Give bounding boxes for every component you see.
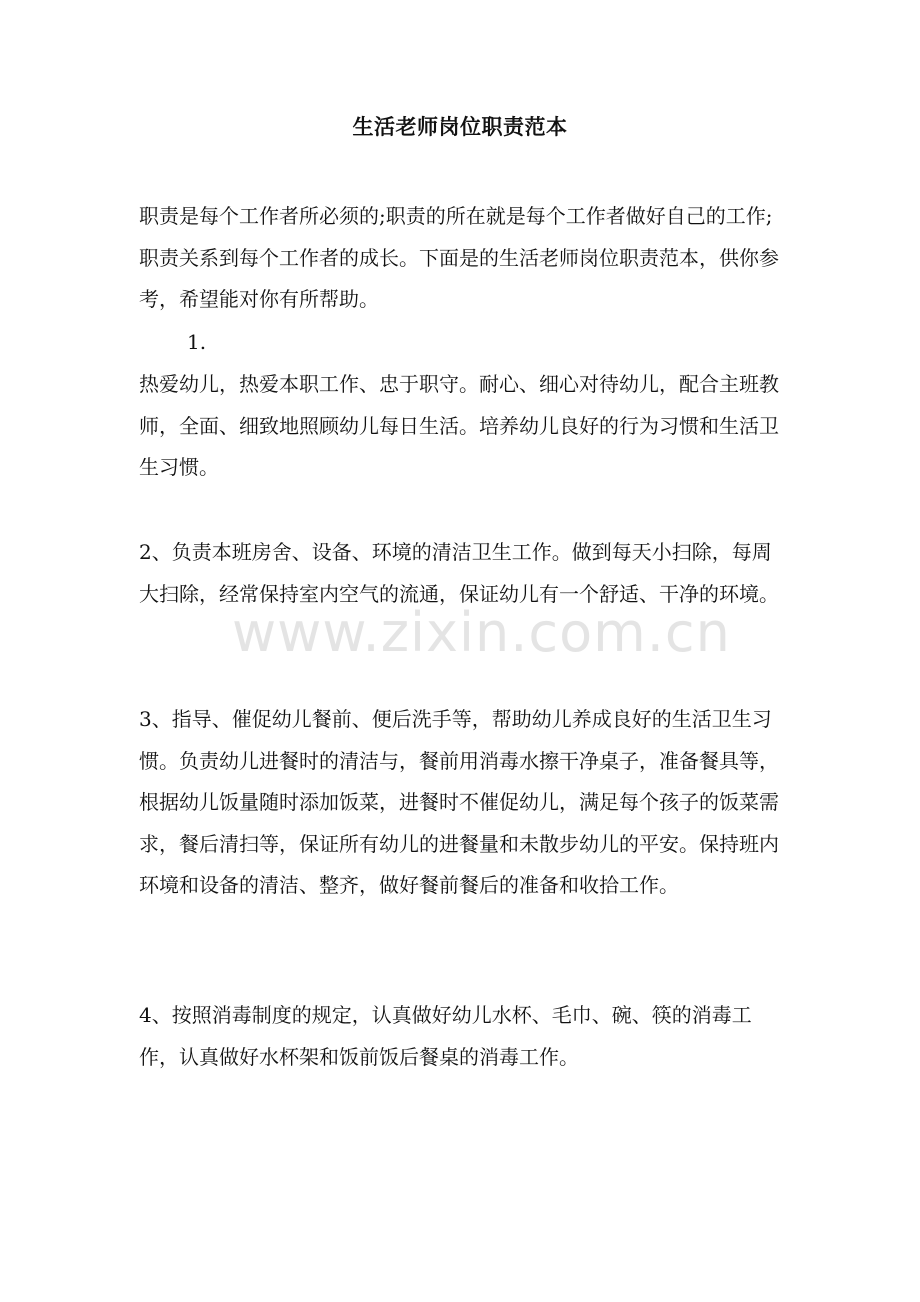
item-3-paragraph: 3、指导、催促幼儿餐前、便后洗手等，帮助幼儿养成良好的生活卫生习惯。负责幼儿进餐时的清洁与，餐前用消毒水擦干净桌子，准备餐具等，根据幼儿饭量随时添加饭菜，进餐时不催促幼儿，满足每个孩子的饭菜需求，餐后清扫等，保证所有幼儿的进餐量和未散步幼儿的平安。保持班内环境和设备的清洁、整齐，做好餐前餐后的准备和收拾工作。 — [139, 707, 779, 897]
item-2-paragraph: 2、负责本班房舍、设备、环境的清洁卫生工作。做到每天小扫除，每周大扫除，经常保持室内空气的流通，保证幼儿有一个舒适、干净的环境。 — [139, 540, 779, 606]
item-1-paragraph: 热爱幼儿，热爱本职工作、忠于职守。耐心、细心对待幼儿，配合主班教师，全面、细致地照顾幼儿每日生活。培养幼儿良好的行为习惯和生活卫生习惯。 — [139, 372, 779, 479]
watermark: www.zixin.com.cn — [232, 601, 731, 664]
document-title: 生活老师岗位职责范本 — [352, 114, 568, 139]
intro-paragraph: 职责是每个工作者所必须的;职责的所在就是每个工作者做好自己的工作;职责关系到每个工作者的成长。下面是的生活老师岗位职责范本，供你参考，希望能对你有所帮助。 — [139, 204, 779, 311]
item-4-paragraph: 4、按照消毒制度的规定，认真做好幼儿水杯、毛巾、碗、筷的消毒工作，认真做好水杯架和饭前饭后餐桌的消毒工作。 — [139, 1003, 752, 1069]
item-1-number: 1. — [187, 330, 207, 354]
